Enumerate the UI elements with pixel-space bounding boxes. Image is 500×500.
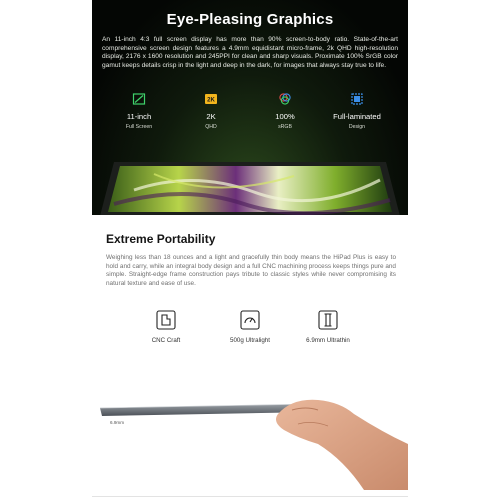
spec-color-gamut	[250, 92, 320, 130]
spec-screen-size	[104, 92, 174, 130]
spec-main: 100%	[275, 112, 295, 121]
color-gamut-icon	[278, 92, 292, 106]
spec-row	[100, 92, 400, 138]
hero-description: An 11-inch 4:3 full screen display has more than 90% screen-to-body ratio. State-of-the-art comprehensive screen design features a 4.9mm equidistant micro-frame, 2k QHD high-resolution display, 2176 x 1600 resolution and 245PPI for clean and sharp visuals. Proximate 100% SrGB color gamut keeps details crisp in the light and deep in the dark, for images that always stay true to life.	[102, 36, 398, 69]
portability-title: Extreme Portability	[106, 232, 216, 246]
feature-label: 6.9mm Ultrathin	[306, 337, 350, 344]
graphics-hero-section	[92, 0, 408, 215]
spec-lamination	[322, 92, 392, 130]
spec-sub: Design	[348, 124, 366, 130]
spec-sub: sRGB	[278, 124, 292, 130]
tablet-display-image	[94, 160, 406, 215]
cnc-craft-icon	[156, 310, 176, 330]
2k-icon	[204, 92, 218, 106]
lamination-icon	[350, 92, 364, 106]
feature-cnc-craft	[126, 310, 206, 344]
2k-badge-text: 2K	[207, 97, 215, 104]
portability-description: Weighing less than 18 ounces and a light and gracefully thin body means the HiPad Plus is easy to hold and carry, while an integral body design and a full CNC machining process keeps things pure and simple. Straight-edge frame construction pays tribute to classic styles while never compromising its natural texture and ease of use.	[106, 254, 396, 287]
spec-sub: QHD	[205, 124, 217, 130]
thickness-label: 6.9mm	[110, 420, 125, 425]
screen-size-icon	[132, 92, 146, 106]
spec-main: 11-inch	[126, 112, 152, 121]
hand-holding-tablet-image	[92, 340, 408, 490]
spec-main: 2K	[206, 112, 216, 121]
feature-label: CNC Craft	[151, 337, 181, 344]
hero-title: Eye-Pleasing Graphics	[166, 11, 334, 28]
weight-gauge-icon	[240, 310, 260, 330]
spec-main: Full-laminated	[333, 112, 381, 121]
divider	[92, 496, 408, 497]
product-page	[92, 0, 408, 500]
feature-label: 500g Ultralight	[230, 337, 270, 344]
feature-ultrathin	[288, 310, 368, 344]
spec-sub: Full Screen	[125, 124, 153, 130]
thin-body-icon	[318, 310, 338, 330]
feature-ultralight	[210, 310, 290, 344]
spec-resolution	[176, 92, 246, 130]
